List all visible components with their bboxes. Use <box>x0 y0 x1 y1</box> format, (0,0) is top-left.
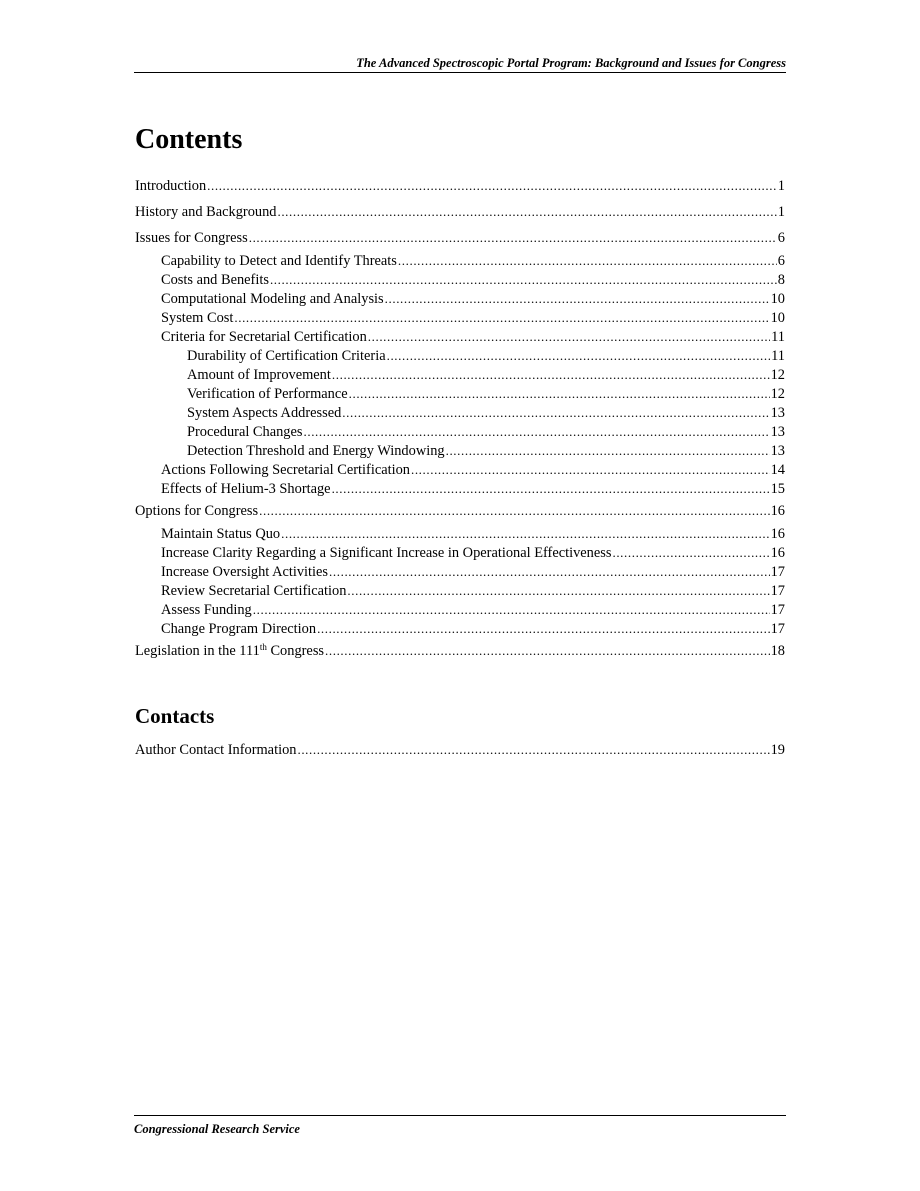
toc-page-number: 13 <box>770 424 785 440</box>
toc-page-number: 10 <box>770 310 785 326</box>
toc-entry-legislation-111th-congress[interactable] <box>135 641 785 660</box>
toc-entry-capability-to-detect[interactable] <box>135 251 785 270</box>
toc-page-number: 12 <box>770 367 785 383</box>
toc-page-number: 15 <box>770 481 785 497</box>
dot-leader <box>398 251 777 270</box>
toc-entry-verification-of-performance[interactable] <box>135 384 785 403</box>
dot-leader <box>411 460 770 479</box>
dot-leader <box>329 562 770 581</box>
dot-leader <box>277 202 776 221</box>
contacts-heading: Contacts <box>135 704 215 728</box>
dot-leader <box>281 524 769 543</box>
ordinal-suffix: th <box>259 642 267 652</box>
toc-entry-label: Assess Funding <box>161 602 252 618</box>
toc-page-number: 18 <box>770 643 785 659</box>
toc-entry-review-certification[interactable] <box>135 581 785 600</box>
toc-page-number: 16 <box>770 503 785 519</box>
toc-entry-options-for-congress[interactable] <box>135 501 785 520</box>
dot-leader <box>325 641 770 660</box>
toc-entry-author-contact[interactable] <box>135 740 785 759</box>
toc-entry-label: Change Program Direction <box>161 621 317 637</box>
toc-entry-label: Costs and Benefits <box>161 272 269 288</box>
toc-entry-system-aspects-addressed[interactable] <box>135 403 785 422</box>
toc-page-number: 10 <box>770 291 785 307</box>
dot-leader <box>385 289 770 308</box>
toc-entry-label: Capability to Detect and Identify Threats <box>161 253 397 269</box>
toc-page-number: 17 <box>770 564 785 580</box>
dot-leader <box>332 479 770 498</box>
toc-page-number: 13 <box>770 405 785 421</box>
toc-entry-label: Verification of Performance <box>187 386 348 402</box>
dot-leader <box>368 327 770 346</box>
toc-entry-costs-and-benefits[interactable] <box>135 270 785 289</box>
dot-leader <box>342 403 769 422</box>
toc-entry-procedural-changes[interactable] <box>135 422 785 441</box>
toc-page-number: 13 <box>770 443 785 459</box>
toc-page-number: 17 <box>770 583 785 599</box>
toc-entry-computational-modeling[interactable] <box>135 289 785 308</box>
toc-page-number: 11 <box>771 348 785 364</box>
dot-leader <box>612 543 769 562</box>
toc-entry-issues-for-congress[interactable] <box>135 228 785 247</box>
toc-page-number: 19 <box>770 742 785 758</box>
dot-leader <box>387 346 771 365</box>
toc-page-number: 1 <box>777 178 785 194</box>
toc-entry-label: Increase Oversight Activities <box>161 564 329 580</box>
toc-entry-label: Review Secretarial Certification <box>161 583 347 599</box>
toc-entry-label: Detection Threshold and Energy Windowing <box>187 443 445 459</box>
toc-page-number: 17 <box>770 621 785 637</box>
dot-leader <box>234 308 769 327</box>
toc-entry-label: Computational Modeling and Analysis <box>161 291 384 307</box>
toc-entry-label: System Cost <box>161 310 234 326</box>
toc-page-number: 16 <box>770 526 785 542</box>
toc-entry-change-program-direction[interactable] <box>135 619 785 638</box>
label-text: Congress <box>266 643 325 659</box>
toc-entry-assess-funding[interactable] <box>135 600 785 619</box>
toc-page-number: 1 <box>777 204 785 220</box>
dot-leader <box>349 384 770 403</box>
toc-entry-label: Procedural Changes <box>187 424 303 440</box>
toc-entry-label: Durability of Certification Criteria <box>187 348 386 364</box>
toc-entry-label: Effects of Helium-3 Shortage <box>161 481 331 497</box>
toc-entry-durability-of-criteria[interactable] <box>135 346 785 365</box>
toc-entry-detection-threshold[interactable] <box>135 441 785 460</box>
toc-entry-label: System Aspects Addressed <box>187 405 342 421</box>
running-header: The Advanced Spectroscopic Portal Program: Background and Issues for Congress <box>134 56 786 73</box>
dot-leader <box>253 600 770 619</box>
dot-leader <box>446 441 770 460</box>
toc-entry-label: Options for Congress <box>135 503 259 519</box>
toc-page-number: 16 <box>770 545 785 561</box>
toc-entry-system-cost[interactable] <box>135 308 785 327</box>
toc-entry-criteria-for-certification[interactable] <box>135 327 785 346</box>
page-footer: Congressional Research Service <box>134 1115 786 1137</box>
toc-page-number: 8 <box>777 272 785 288</box>
toc-entry-label: History and Background <box>135 204 277 220</box>
toc-entry-history-and-background[interactable] <box>135 202 785 221</box>
toc-entry-label: Author Contact Information <box>135 742 297 758</box>
dot-leader <box>332 365 770 384</box>
dot-leader <box>259 501 769 520</box>
toc-page-number: 11 <box>771 329 785 345</box>
toc-page-number: 6 <box>777 253 785 269</box>
dot-leader <box>317 619 770 638</box>
toc-entry-label: Issues for Congress <box>135 230 248 246</box>
toc-entry-label: Criteria for Secretarial Certification <box>161 329 367 345</box>
dot-leader <box>304 422 770 441</box>
dot-leader <box>270 270 777 289</box>
dot-leader <box>249 228 777 247</box>
toc-entry-label: Introduction <box>135 178 207 194</box>
toc-entry-label <box>135 642 324 661</box>
dot-leader <box>297 740 769 759</box>
toc-entry-increase-oversight[interactable] <box>135 562 785 581</box>
contents-heading: Contents <box>135 124 243 155</box>
toc-entry-increase-clarity[interactable] <box>135 543 785 562</box>
toc-entry-amount-of-improvement[interactable] <box>135 365 785 384</box>
toc-page-number: 14 <box>770 462 785 478</box>
toc-entry-actions-following-certification[interactable] <box>135 460 785 479</box>
toc-entry-maintain-status-quo[interactable] <box>135 524 785 543</box>
toc-page-number: 12 <box>770 386 785 402</box>
toc-entry-label: Actions Following Secretarial Certification <box>161 462 410 478</box>
toc-entry-introduction[interactable] <box>135 176 785 195</box>
toc-entry-label: Increase Clarity Regarding a Significant Increase in Operational Effectiveness <box>161 545 612 561</box>
toc-entry-label: Maintain Status Quo <box>161 526 281 542</box>
dot-leader <box>207 176 777 195</box>
label-text: Legislation in the 111 <box>135 643 260 659</box>
toc-entry-helium-3-shortage[interactable] <box>135 479 785 498</box>
toc-page-number: 17 <box>770 602 785 618</box>
toc-entry-label: Amount of Improvement <box>187 367 331 383</box>
toc-page-number: 6 <box>777 230 785 246</box>
dot-leader <box>347 581 769 600</box>
